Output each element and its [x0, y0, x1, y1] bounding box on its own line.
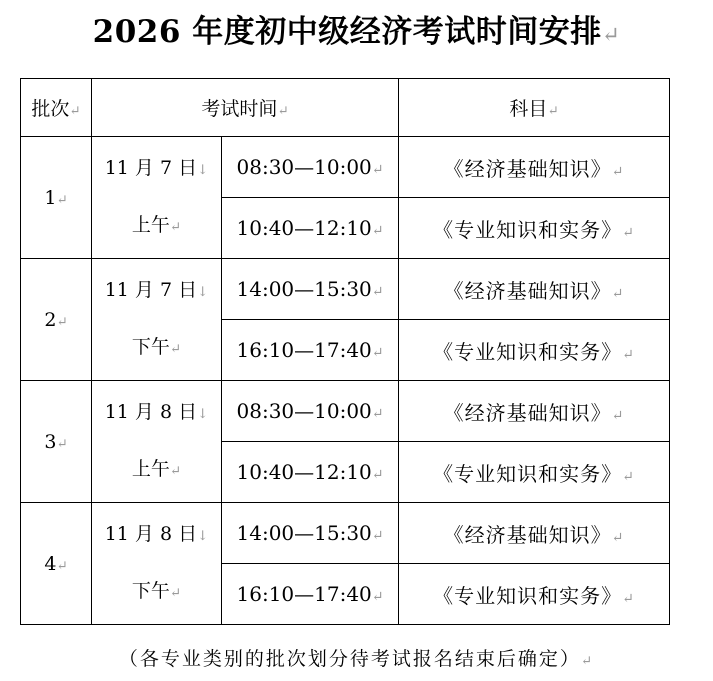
subject-name: 《经济基础知识》: [443, 522, 612, 547]
time-cell: [222, 381, 399, 442]
batch-number: 2: [44, 308, 57, 331]
paragraph-mark: ↵: [169, 585, 182, 601]
subject-cell: [399, 320, 670, 381]
paragraph-mark: ↵: [371, 528, 384, 544]
time-cell: [222, 503, 399, 564]
paragraph-mark: ↵: [580, 654, 595, 669]
time-cell: [222, 198, 399, 259]
paragraph-mark: ↵: [371, 284, 384, 300]
paragraph-mark: ↵: [611, 163, 625, 180]
table-row: [21, 503, 670, 564]
date-cell: [92, 381, 222, 503]
time-range: 08:30—10:00: [236, 399, 372, 423]
paragraph-mark: ↵: [56, 314, 68, 330]
time-range: 14:00—15:30: [236, 277, 372, 301]
paragraph-mark: ↵: [622, 590, 635, 607]
time-range: 10:40—12:10: [236, 460, 372, 484]
time-range: 16:10—17:40: [236, 582, 372, 606]
footnote-text: （各专业类别的批次划分待考试报名结束后确定）: [118, 648, 581, 670]
date-cell: [92, 137, 222, 259]
paragraph-mark: ↵: [371, 406, 384, 422]
exam-schedule-table: [20, 78, 670, 625]
time-range: 14:00—15:30: [236, 521, 372, 545]
table-row: [21, 259, 670, 320]
header-batch: 批次↵: [21, 79, 92, 137]
time-cell: [222, 259, 399, 320]
paragraph-mark: ↵: [547, 104, 559, 119]
period-line: [92, 564, 221, 621]
time-cell: [222, 442, 399, 503]
time-cell: [222, 137, 399, 198]
paragraph-mark: ↵: [56, 192, 68, 208]
paragraph-mark: ↵: [622, 346, 635, 363]
title-text: 2026 年度初中级经济考试时间安排: [92, 14, 602, 50]
exam-date: 11 月 8 日: [104, 400, 198, 423]
paragraph-mark: ↵: [601, 23, 621, 48]
subject-cell: [399, 259, 670, 320]
period-line: [92, 198, 221, 255]
date-line: [92, 141, 221, 198]
time-range: 10:40—12:10: [236, 216, 372, 240]
subject-cell: [399, 137, 670, 198]
line-break-mark: ↓: [197, 528, 209, 544]
header-time: 考试时间↵: [92, 79, 399, 137]
date-line: [92, 385, 221, 442]
paragraph-mark: ↵: [622, 224, 635, 241]
line-break-mark: ↓: [197, 284, 209, 300]
line-break-mark: ↓: [197, 406, 209, 422]
period-line: [92, 442, 221, 499]
table-row: [21, 137, 670, 198]
paragraph-mark: ↵: [169, 341, 182, 357]
time-range: 08:30—10:00: [236, 155, 372, 179]
paragraph-mark: ↵: [371, 345, 384, 361]
subject-cell: [399, 503, 670, 564]
exam-date: 11 月 7 日: [104, 278, 198, 301]
header-subject: 科目↵: [399, 79, 670, 137]
paragraph-mark: ↵: [622, 468, 635, 485]
exam-period: 下午: [131, 579, 170, 602]
table-row: [21, 381, 670, 442]
header-row: [21, 79, 670, 137]
date-line: [92, 507, 221, 564]
paragraph-mark: ↵: [169, 463, 182, 479]
date-line: [92, 263, 221, 320]
footnote: [0, 644, 713, 677]
exam-date: 11 月 8 日: [104, 522, 198, 545]
paragraph-mark: ↵: [611, 529, 625, 546]
time-cell: [222, 564, 399, 625]
paragraph-mark: ↵: [169, 219, 182, 235]
paragraph-mark: ↵: [277, 104, 289, 119]
subject-cell: [399, 564, 670, 625]
exam-period: 上午: [131, 457, 170, 480]
paragraph-mark: ↵: [371, 162, 384, 178]
paragraph-mark: ↵: [371, 467, 384, 483]
subject-name: 《经济基础知识》: [443, 156, 612, 181]
subject-cell: [399, 198, 670, 259]
batch-number: 4: [44, 552, 57, 575]
batch-cell: [21, 503, 92, 625]
subject-name: 《专业知识和实务》: [433, 583, 623, 608]
exam-period: 下午: [131, 335, 170, 358]
batch-cell: [21, 381, 92, 503]
paragraph-mark: ↵: [69, 104, 81, 119]
schedule-body: [21, 137, 670, 625]
batch-number: 3: [44, 430, 57, 453]
subject-name: 《专业知识和实务》: [433, 339, 623, 364]
time-cell: [222, 320, 399, 381]
line-break-mark: ↓: [197, 162, 209, 178]
paragraph-mark: ↵: [56, 436, 68, 452]
paragraph-mark: ↵: [611, 285, 625, 302]
paragraph-mark: ↵: [371, 589, 384, 605]
date-cell: [92, 503, 222, 625]
batch-cell: [21, 259, 92, 381]
paragraph-mark: ↵: [371, 223, 384, 239]
paragraph-mark: ↵: [56, 558, 68, 574]
subject-cell: [399, 381, 670, 442]
subject-cell: [399, 442, 670, 503]
period-line: [92, 320, 221, 377]
paragraph-mark: ↵: [611, 407, 625, 424]
date-cell: [92, 259, 222, 381]
batch-cell: [21, 137, 92, 259]
subject-name: 《专业知识和实务》: [433, 461, 623, 486]
time-range: 16:10—17:40: [236, 338, 372, 362]
batch-number: 1: [44, 186, 57, 209]
subject-name: 《经济基础知识》: [443, 400, 612, 425]
exam-date: 11 月 7 日: [104, 156, 198, 179]
exam-period: 上午: [131, 213, 170, 236]
subject-name: 《经济基础知识》: [443, 278, 612, 303]
subject-name: 《专业知识和实务》: [433, 217, 623, 242]
page-title: [0, 12, 713, 56]
